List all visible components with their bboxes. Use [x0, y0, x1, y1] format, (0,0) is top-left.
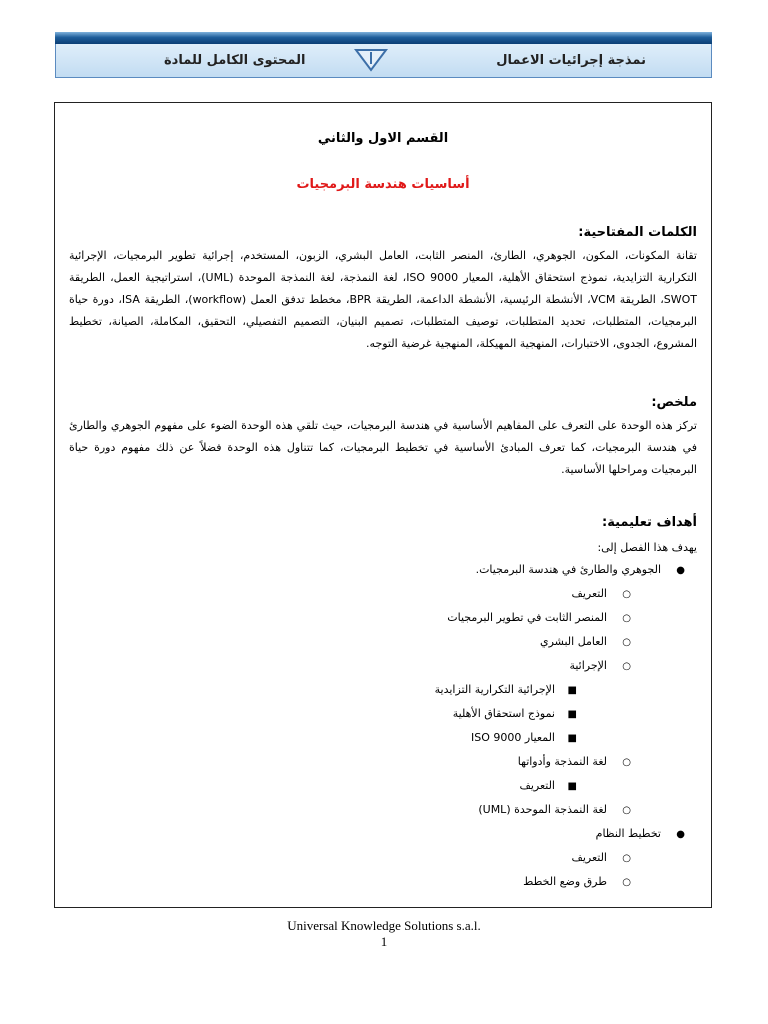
- bullet-disc: ●: [676, 565, 685, 576]
- bullet-square: ■: [567, 709, 577, 720]
- list-item: طرق وضع الخطط: [523, 875, 607, 888]
- bullet-circle: ○: [622, 805, 631, 816]
- content-frame: [54, 102, 712, 908]
- footer-company: Universal Knowledge Solutions s.a.l.: [287, 918, 481, 933]
- page-footer: [0, 918, 768, 950]
- header-top-band: [55, 32, 712, 44]
- keywords-heading: الكلمات المفتاحية:: [578, 225, 697, 240]
- header-bar: [55, 44, 712, 78]
- bullet-circle: ○: [622, 877, 631, 888]
- down-arrow-icon: [354, 47, 388, 73]
- keywords-paragraph: تقانة المكونات، المكون، الجوهري، الطارئ، المنصر الثابت، العامل البشري، الزبون، المستخدم، إجرائية تطوير البرمجيات، الإجرائية التكرارية التزايدية، نموذج استحقاق الأهلية، المعيار ISO 9000، لغة النمذجة، لغة النمذجة الموحدة (UML)، استراتيجية العمل، الطريقة SWOT، الطريقة VCM، الأنشطة الرئيسية، الأنشطة الداعمة، الطريقة BPR، مخطط تدفق العمل (workflow)، الطريقة ISA، دورة حياة البرمجيات، المتطلبات، تحديد المتطلبات، توصيف المتطلبات، تصميم البنيان، التصميم التفصيلي، التحقيق، المكاملة، الصيانة، تخطيط المشروع، الجدوى، الاختبارات، المنهجية المهيكلة، المنهجية غرضية التوجه.: [69, 249, 697, 350]
- bullet-circle: ○: [622, 613, 631, 624]
- page-number: 1: [380, 934, 388, 949]
- list-item: نموذج استحقاق الأهلية: [452, 707, 555, 720]
- list-item: المعيار ISO 9000: [471, 731, 555, 744]
- bullet-square: ■: [567, 781, 577, 792]
- bullet-circle: ○: [622, 853, 631, 864]
- bullet-square: ■: [567, 685, 577, 696]
- bullet-circle: ○: [622, 637, 631, 648]
- list-item: الإجرائية التكرارية التزايدية: [434, 683, 555, 696]
- header-right-title: نمذجة إجرائيات الاعمال: [496, 53, 646, 68]
- bullet-square: ■: [567, 733, 577, 744]
- bullet-disc: ●: [676, 829, 685, 840]
- list-item: التعريف: [571, 851, 607, 864]
- bullet-circle: ○: [622, 589, 631, 600]
- list-item: تخطيط النظام: [595, 827, 661, 840]
- list-item: لغة النمذجة الموحدة (UML): [478, 803, 607, 816]
- bullet-circle: ○: [622, 757, 631, 768]
- document-subtitle: أساسيات هندسة البرمجيات: [296, 177, 470, 192]
- list-item: العامل البشري: [539, 635, 607, 648]
- list-item: الإجرائية: [569, 659, 607, 672]
- list-item: التعريف: [519, 779, 555, 792]
- list-item: التعريف: [571, 587, 607, 600]
- summary-heading: ملخص:: [651, 395, 697, 410]
- bullet-circle: ○: [622, 661, 631, 672]
- objectives-intro: يهدف هذا الفصل إلى:: [597, 541, 697, 554]
- summary-paragraph: تركز هذه الوحدة على التعرف على المفاهيم الأساسية في هندسة البرمجيات، حيث تلقي هذه الوحدة الضوء على مفهوم الجوهري والطارئ في هندسة البرمجيات، كما تعرف المبادئ الأساسية في تخطيط البرمجيات، كما تتناول هذه الوحدة فضلاً عن ذلك مفهوم دورة حياة البرمجيات ومراحلها الأساسية.: [69, 419, 697, 476]
- list-item: المنصر الثابت في تطوير البرمجيات: [447, 611, 607, 624]
- objectives-heading: أهداف تعليمية:: [602, 515, 697, 530]
- list-item: الجوهري والطارئ في هندسة البرمجيات.: [475, 563, 661, 576]
- header-left-title: المحتوى الكامل للمادة: [164, 53, 306, 68]
- section-title: القسم الاول والثاني: [317, 131, 449, 146]
- list-item: لغة النمذجة وأدواتها: [517, 755, 607, 768]
